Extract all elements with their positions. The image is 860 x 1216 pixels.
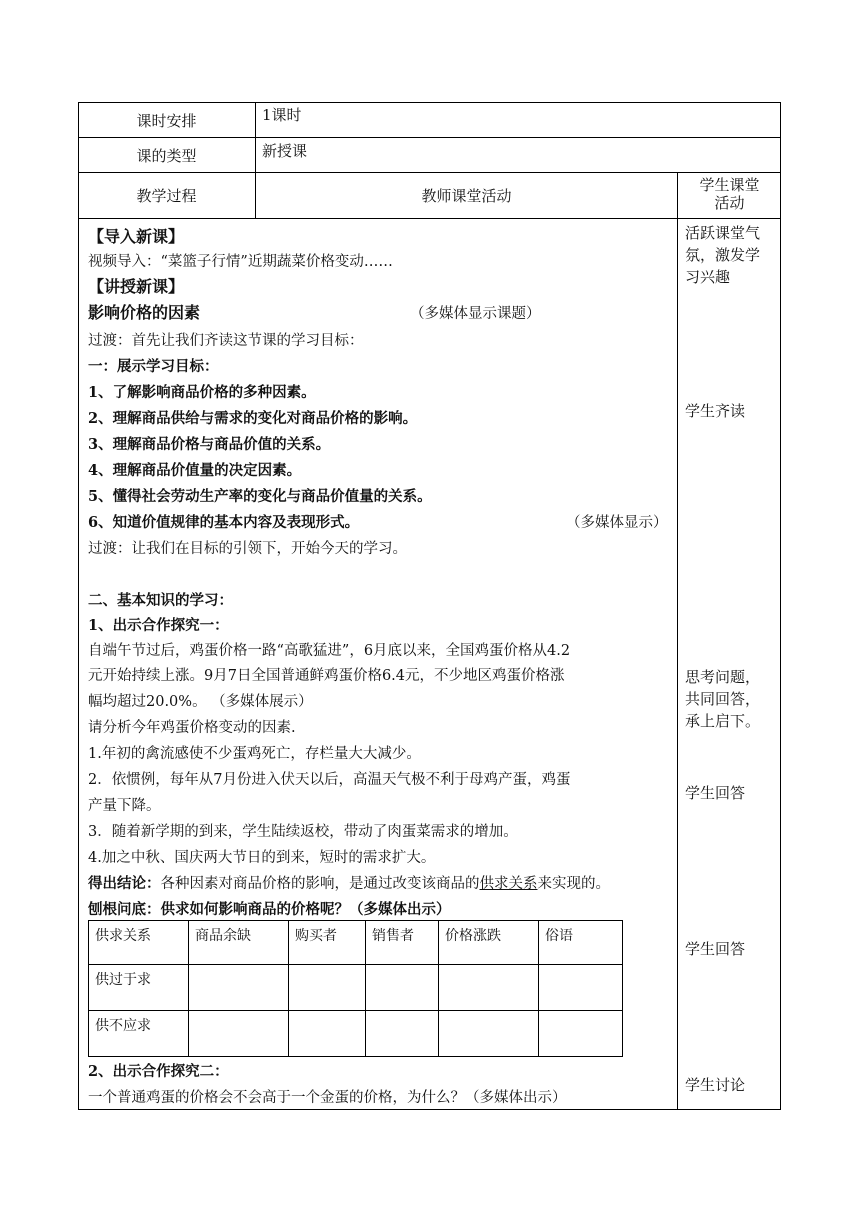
- table-row: [89, 965, 623, 1011]
- student-note-line: 活跃课堂气: [685, 224, 761, 242]
- table-cell: [539, 965, 623, 1011]
- student-note-line: 氛，激发学: [685, 246, 761, 264]
- table-cell: [289, 1011, 366, 1057]
- type-label: 课的类型: [136, 147, 197, 165]
- table-cell: [289, 965, 366, 1011]
- student-note-line: 共同回答，: [685, 690, 761, 708]
- intro-text: 视频导入：“菜篮子行情”近期蔬菜价格变动……: [88, 254, 393, 270]
- process-header: 教学过程: [136, 187, 197, 205]
- intro-heading: 【导入新课】: [88, 227, 185, 246]
- table-cell: [189, 965, 289, 1011]
- transition-text: 过渡：首先让我们齐读这节课的学习目标：: [88, 333, 364, 349]
- row-divider: [78, 172, 781, 173]
- topic-note: （多媒体显示课题）: [410, 306, 541, 322]
- reason-item: 2．依惯例，每年从7月份进入伏天以后，高温天气极不利于母鸡产蛋，鸡蛋: [88, 772, 571, 788]
- student-activity-header: [678, 176, 781, 212]
- goal-item: 2、理解商品供给与需求的变化对商品价格的影响。: [88, 410, 418, 427]
- goal-item: 3、理解商品价格与商品价值的关系。: [88, 436, 331, 453]
- reason-item: 4.加之中秋、国庆两大节日的到来，短时的需求扩大。: [88, 850, 436, 866]
- table-cell: [366, 965, 439, 1011]
- table-row: [89, 1011, 623, 1057]
- conclusion: [88, 872, 610, 893]
- explore2-heading: 2、出示合作探究二：: [88, 1063, 229, 1080]
- explore2-text: 一个普通鸡蛋的价格会不会高于一个金蛋的价格，为什么？（多媒体出示）: [88, 1090, 567, 1106]
- hours-label: 课时安排: [136, 112, 197, 130]
- student-activity-note: 学生齐读: [685, 402, 746, 420]
- table-cell: 供过于求: [89, 965, 189, 1011]
- table-header-cell: 商品余缺: [189, 921, 289, 965]
- student-activity-note: [685, 222, 777, 288]
- table-row: [89, 921, 623, 965]
- explore1-paragraph: 元开始持续上涨。9月7日全国普通鲜鸡蛋价格6.4元，不少地区鸡蛋价格涨: [88, 668, 565, 684]
- conclusion-keyword: 供求关系: [479, 876, 538, 892]
- goal-item: 6、知道价值规律的基本内容及表现形式。: [88, 514, 360, 531]
- hours-value: 1课时: [262, 106, 302, 124]
- student-activity-note: [685, 666, 777, 732]
- student-activity-note: 学生回答: [685, 940, 746, 958]
- teacher-activity-header: 教师课堂活动: [421, 187, 512, 205]
- teach-heading: 【讲授新课】: [88, 277, 185, 296]
- topic-title: 影响价格的因素: [88, 303, 201, 322]
- table-cell: [439, 965, 539, 1011]
- student-note-line: 习兴趣: [685, 268, 731, 286]
- table-header-cell: 销售者: [366, 921, 439, 965]
- type-value: 新授课: [262, 142, 308, 160]
- student-header-line: 活动: [714, 194, 745, 212]
- table-header-cell: 供求关系: [89, 921, 189, 965]
- table-cell: [439, 1011, 539, 1057]
- goal-heading: 一：展示学习目标：: [88, 358, 219, 375]
- transition-text: 过渡：让我们在目标的引领下，开始今天的学习。: [88, 541, 407, 557]
- table-cell: 供不应求: [89, 1011, 189, 1057]
- goal-item: 1、了解影响商品价格的多种因素。: [88, 384, 316, 401]
- goal-item: 4、理解商品价值量的决定因素。: [88, 462, 302, 479]
- student-note-line: 思考问题，: [685, 668, 761, 686]
- reason-item: 1.年初的禽流感使不少蛋鸡死亡，存栏量大大减少。: [88, 746, 421, 762]
- basic-heading: 二、基本知识的学习：: [88, 592, 233, 609]
- student-header-line: 学生课堂: [699, 176, 760, 194]
- row-divider: [78, 137, 781, 138]
- table-cell: [539, 1011, 623, 1057]
- analyze-prompt: 请分析今年鸡蛋价格变动的因素.: [88, 720, 296, 736]
- student-note-line: 承上启下。: [685, 712, 761, 730]
- reason-item: 3．随着新学期的到来，学生陆续返校，带动了肉蛋菜需求的增加。: [88, 824, 518, 840]
- explore1-paragraph: 幅均超过20.0%。 （多媒体展示）: [88, 694, 313, 710]
- table-header-cell: 购买者: [289, 921, 366, 965]
- row-divider: [78, 218, 781, 219]
- explore1-heading: 1、出示合作探究一：: [88, 617, 229, 634]
- table-header-cell: 俗语: [539, 921, 623, 965]
- table-cell: [189, 1011, 289, 1057]
- reason-item: 产量下降。: [88, 798, 161, 814]
- student-activity-note: 学生讨论: [685, 1076, 746, 1094]
- conclusion-label: 得出结论：: [88, 875, 161, 892]
- conclusion-text: 各种因素对商品价格的影响，是通过改变该商品的: [160, 876, 480, 892]
- table-header-cell: 价格涨跌: [439, 921, 539, 965]
- column-divider: [677, 172, 678, 1110]
- goal-note: （多媒体显示）: [566, 515, 668, 531]
- probe-question: 刨根问底：供求如何影响商品的价格呢？（多媒体出示）: [88, 901, 451, 918]
- supply-demand-table: [88, 920, 623, 1057]
- explore1-paragraph: 自端午节过后，鸡蛋价格一路“高歌猛进”，6月底以来，全国鸡蛋价格从4.2: [88, 643, 571, 659]
- goal-item: 5、懂得社会劳动生产率的变化与商品价值量的关系。: [88, 488, 432, 505]
- student-activity-note: 学生回答: [685, 784, 746, 802]
- table-cell: [366, 1011, 439, 1057]
- conclusion-end: 来实现的。: [537, 876, 610, 892]
